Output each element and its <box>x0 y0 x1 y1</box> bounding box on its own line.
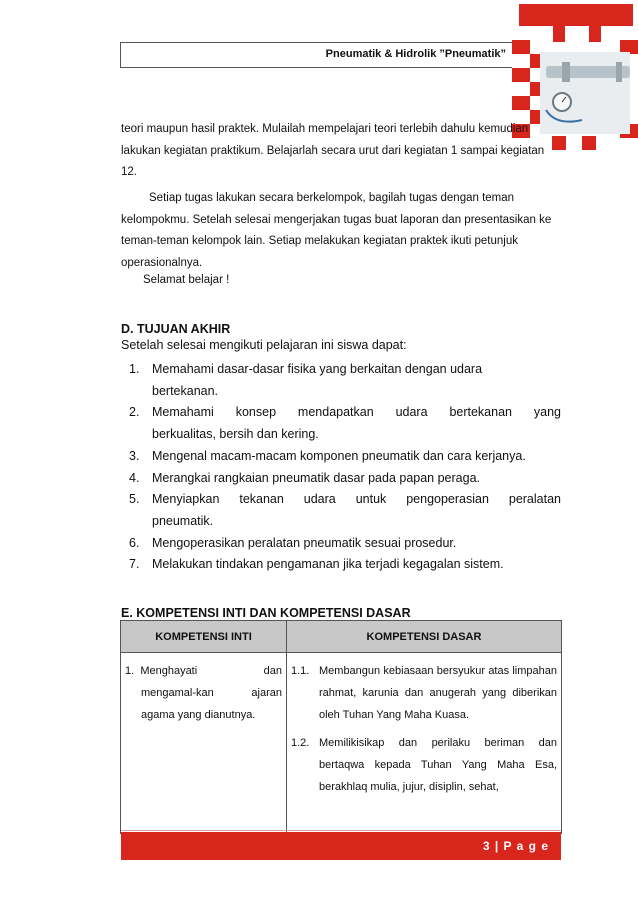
list-item <box>121 533 561 555</box>
item-number: 3. <box>129 448 140 463</box>
item-number: 6. <box>129 535 140 550</box>
ki-text: ajaran <box>251 687 282 699</box>
section-d-heading: D. TUJUAN AKHIR <box>121 322 231 336</box>
item-number: 1. <box>129 362 140 376</box>
item-text: Merangkai rangkaian pneumatik dasar pada papan peraga. <box>152 470 481 485</box>
header-title: Pneumatik & Hidrolik ”Pneumatik” <box>325 48 506 60</box>
greeting: Selamat belajar ! <box>143 274 230 286</box>
kd-item <box>287 726 561 798</box>
item-text: Mengoperasikan peralatan pneumatik sesuai prosedur. <box>152 535 457 550</box>
kd-text: Memilikisikap dan perilaku beriman dan bertaqwa kepada Tuhan Yang Maha Esa, berakhlaq mulia, jujur, disiplin, sehat, <box>319 737 557 793</box>
kd-cell <box>287 653 562 834</box>
objectives-list <box>121 359 561 576</box>
intro-paragraph: teori maupun hasil praktek. Mulailah mempelajari teori terlebih dahulu kemudian lakukan kegiatan praktikum. Belajarlah secara urut dari kegiatan 1 sampai kegiatan 12. <box>121 123 545 178</box>
list-item <box>121 468 561 490</box>
footer-bar <box>121 832 561 860</box>
kd-text: Membangun kebiasaan bersyukur atas limpahan rahmat, karunia dan anugerah yang diberikan oleh Tuhan Yang Maha Kuasa. <box>319 665 557 721</box>
kd-number: 1.1. <box>291 665 310 677</box>
group-paragraph: Setiap tugas lakukan secara berkelompok, bagilah tugas dengan teman kelompokmu. Setelah selesai mengerjakan tugas buat laporan dan presentasikan ke teman-teman kelompok lain. Setiap melakukan kegiatan praktek ikuti petunjuk operasionalnya. <box>121 192 552 269</box>
item-number: 2. <box>129 405 140 420</box>
ki-text: agama yang dianutnya. <box>141 709 256 721</box>
ki-text: mengamal-kan <box>141 687 214 699</box>
section-d-intro: Setelah selesai mengikuti pelajaran ini siswa dapat: <box>121 338 407 352</box>
table-row <box>121 653 562 834</box>
list-item <box>121 446 561 468</box>
column-header-ki: KOMPETENSI INTI <box>121 621 287 653</box>
ki-text: Menghayati <box>140 665 198 677</box>
list-item <box>121 402 561 445</box>
list-item <box>121 554 561 576</box>
ki-text: dan <box>263 665 282 677</box>
competency-table <box>120 620 562 834</box>
item-text: Memahami konsep mendapatkan udara bertekanan yang <box>152 405 561 420</box>
item-text: Memahami dasar-dasar fisika yang berkaitan dengan udara <box>152 362 483 376</box>
item-text-cont: pneumatik. <box>152 513 214 528</box>
logo-bar <box>519 4 633 26</box>
ki-number: 1. <box>125 665 135 677</box>
ki-cell <box>121 653 287 834</box>
footer-divider <box>121 830 561 831</box>
kd-number: 1.2. <box>291 737 310 749</box>
item-number: 5. <box>129 492 140 507</box>
item-number: 4. <box>129 470 140 485</box>
list-item <box>121 359 561 402</box>
page-number: 3 | P a g e <box>482 839 549 853</box>
item-number: 7. <box>129 557 140 572</box>
list-item <box>121 489 561 532</box>
item-text: Menyiapkan tekanan udara untuk pengoperasian peralatan <box>152 492 561 507</box>
section-e-heading: E. KOMPETENSI INTI DAN KOMPETENSI DASAR <box>121 606 411 620</box>
column-header-kd: KOMPETENSI DASAR <box>287 621 562 653</box>
kd-item <box>287 653 561 726</box>
item-text: Mengenal macam-macam komponen pneumatik dan cara kerjanya. <box>152 448 526 463</box>
item-text-cont: bertekanan. <box>152 383 219 398</box>
item-text-cont: berkualitas, bersih dan kering. <box>152 427 319 442</box>
header-frame <box>120 42 512 68</box>
item-text: Melakukan tindakan pengamanan jika terjadi kegagalan sistem. <box>152 557 504 572</box>
